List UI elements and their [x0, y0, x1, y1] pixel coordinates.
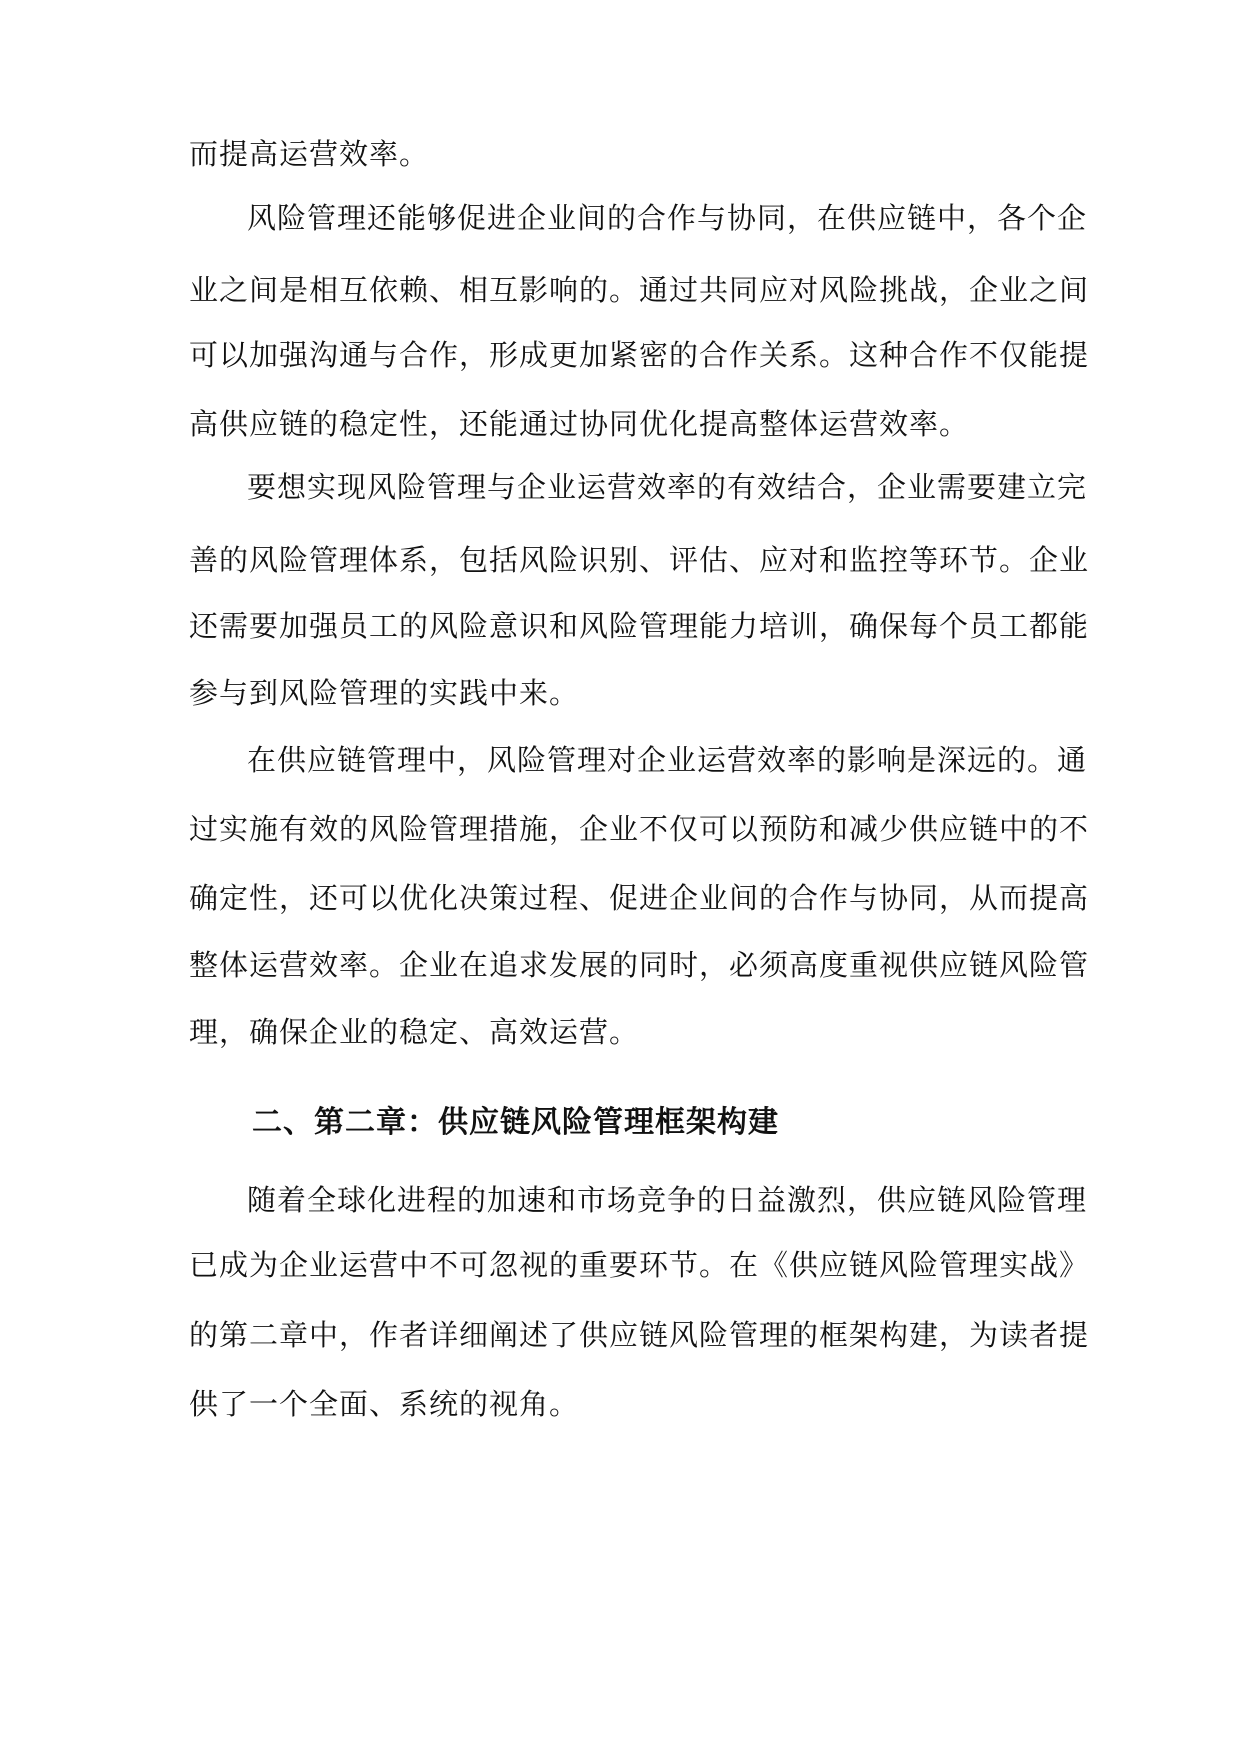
section-heading: 二、第二章：供应链风险管理框架构建 [252, 1105, 779, 1140]
paragraph-line: 过实施有效的风险管理措施，企业不仅可以预防和减少供应链中的不 [189, 812, 1090, 846]
paragraph-line: 而提高运营效率。 [189, 137, 430, 171]
paragraph-line: 在供应链管理中，风险管理对企业运营效率的影响是深远的。通 [247, 743, 1088, 777]
paragraph-line: 可以加强沟通与合作，形成更加紧密的合作关系。这种合作不仅能提 [189, 338, 1090, 372]
paragraph-line: 已成为企业运营中不可忽视的重要环节。在《供应链风险管理实战》 [189, 1248, 1090, 1282]
paragraph-line: 参与到风险管理的实践中来。 [189, 676, 580, 710]
paragraph-line: 随着全球化进程的加速和市场竞争的日益激烈，供应链风险管理 [247, 1183, 1088, 1217]
paragraph-line: 的第二章中，作者详细阐述了供应链风险管理的框架构建，为读者提 [189, 1318, 1090, 1352]
paragraph-line: 善的风险管理体系，包括风险识别、评估、应对和监控等环节。企业 [189, 543, 1090, 577]
paragraph-line: 要想实现风险管理与企业运营效率的有效结合，企业需要建立完 [247, 470, 1088, 504]
paragraph-line: 风险管理还能够促进企业间的合作与协同，在供应链中，各个企 [247, 201, 1088, 235]
paragraph-line: 整体运营效率。企业在追求发展的同时，必须高度重视供应链风险管 [189, 948, 1090, 982]
paragraph-line: 理，确保企业的稳定、高效运营。 [189, 1015, 640, 1049]
paragraph-line: 业之间是相互依赖、相互影响的。通过共同应对风险挑战，企业之间 [189, 273, 1090, 307]
paragraph-line: 高供应链的稳定性，还能通过协同优化提高整体运营效率。 [189, 407, 970, 441]
paragraph-line: 供了一个全面、系统的视角。 [189, 1387, 580, 1421]
paragraph-line: 确定性，还可以优化决策过程、促进企业间的合作与协同，从而提高 [189, 881, 1090, 915]
paragraph-line: 还需要加强员工的风险意识和风险管理能力培训，确保每个员工都能 [189, 609, 1090, 643]
